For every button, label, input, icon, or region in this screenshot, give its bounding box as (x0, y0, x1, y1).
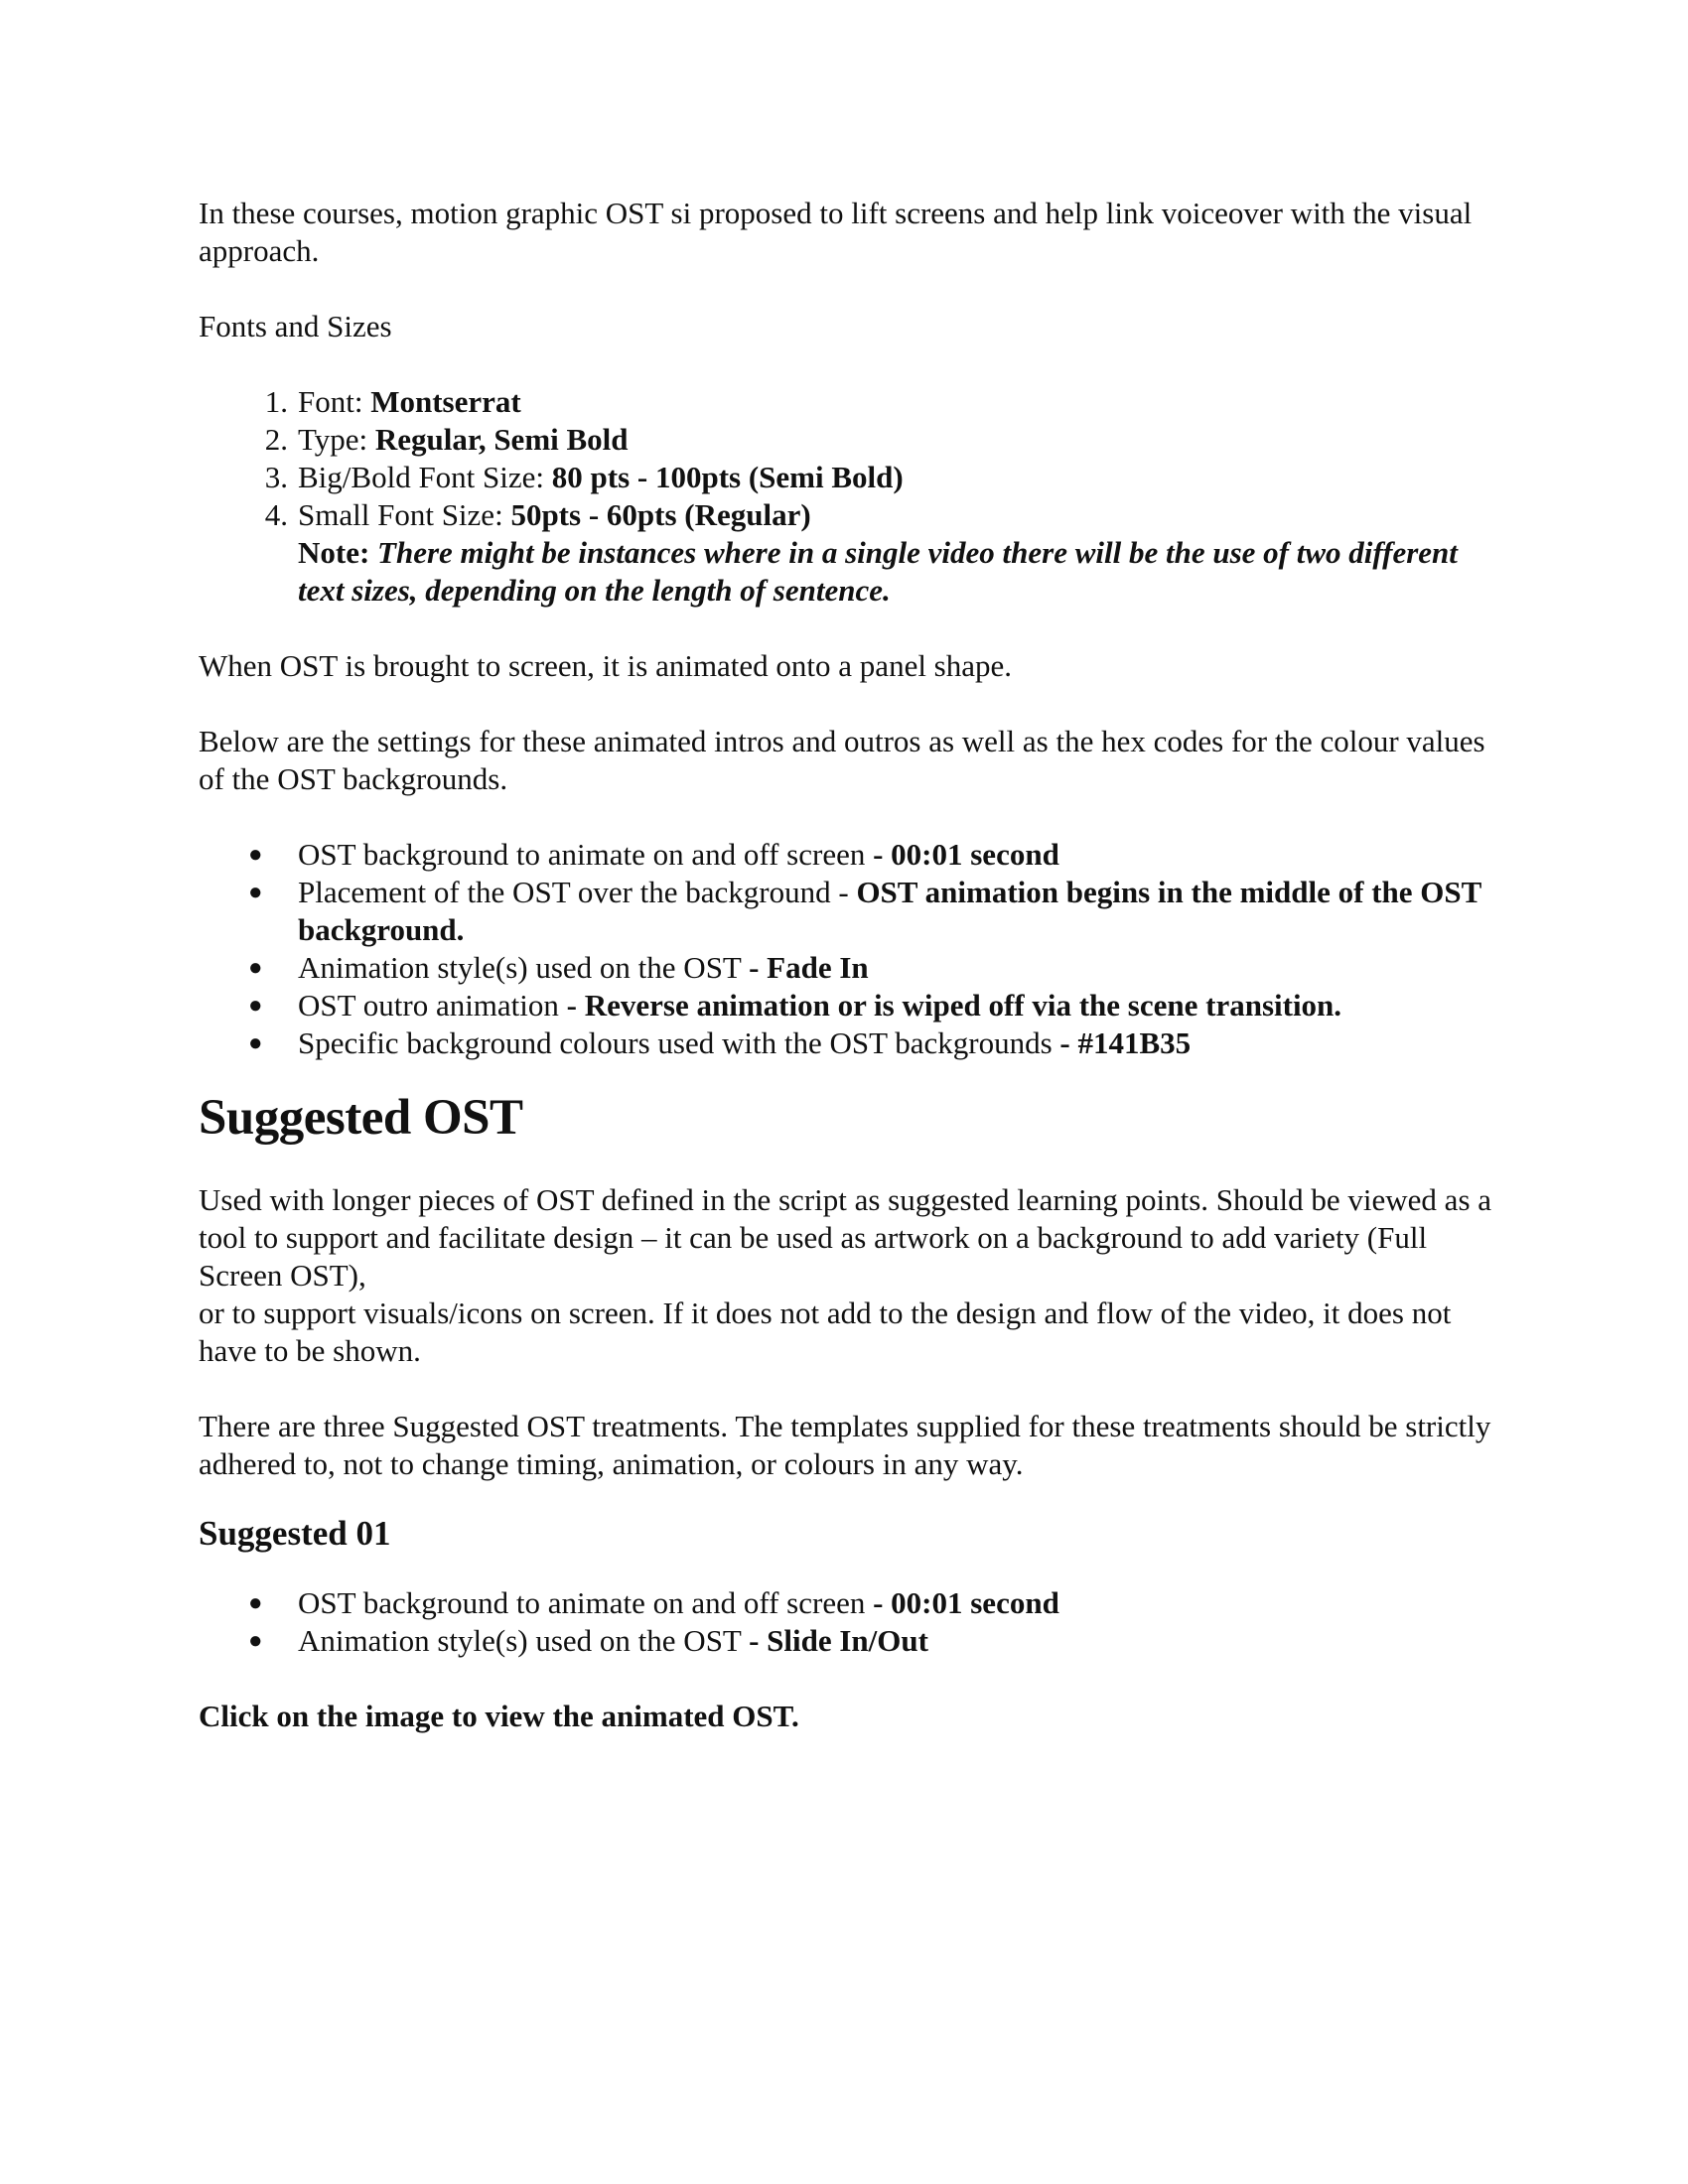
settings-list-item (199, 874, 1509, 949)
fonts-list-item (199, 421, 1509, 459)
suggested-paragraph-2: There are three Suggested OST treatments. The templates supplied for these treatments should be strictly adhered to, not to change timing, animation, or colours in any way. (199, 1409, 1491, 1481)
item-label: Font: (298, 384, 371, 419)
click-instruction-text: Click on the image to view the animated OST. (199, 1699, 799, 1733)
suggested-01-list (199, 1584, 1509, 1660)
note-text: There might be instances where in a single video there will be the use of two different text sizes, depending on the length of sentence. (298, 535, 1458, 608)
settings-list-item (199, 836, 1509, 874)
item-label: Small Font Size: (298, 497, 511, 532)
bullet-icon: ● (248, 1590, 263, 1616)
suggested-paragraph-1b: or to support visuals/icons on screen. If it does not add to the design and flow of the video, it does not have to be shown. (199, 1296, 1452, 1368)
item-value: - 00:01 second (873, 837, 1059, 872)
item-label: Type: (298, 422, 375, 457)
item-value: - 00:01 second (873, 1585, 1059, 1620)
item-label: OST background to animate on and off screen (298, 1585, 874, 1620)
suggested-01-list-item (199, 1622, 1509, 1660)
fonts-heading: Fonts and Sizes (199, 309, 392, 343)
fonts-list-item (199, 496, 1509, 610)
bullet-icon: ● (248, 955, 263, 981)
item-value: 50pts - 60pts (Regular) (510, 497, 811, 532)
item-value: - Reverse animation or is wiped off via the scene transition. (566, 988, 1342, 1023)
fonts-list-item (199, 459, 1509, 496)
item-label: Animation style(s) used on the OST (298, 950, 750, 985)
document-page (199, 195, 1509, 1735)
item-label: Big/Bold Font Size: (298, 460, 552, 494)
list-number: 2. (264, 422, 288, 457)
item-label: OST background to animate on and off screen (298, 837, 874, 872)
settings-intro-paragraph: Below are the settings for these animated intros and outros as well as the hex codes for the colour values of the OST backgrounds. (199, 724, 1485, 796)
suggested-01-list-item (199, 1584, 1509, 1622)
note-label: Note: (298, 535, 378, 570)
bullet-icon: ● (248, 1628, 263, 1654)
item-label: OST outro animation (298, 988, 567, 1023)
suggested-ost-heading: Suggested OST (199, 1090, 523, 1146)
item-value: - Slide In/Out (749, 1623, 928, 1658)
list-number: 1. (264, 384, 288, 419)
fonts-list (199, 383, 1509, 610)
list-number: 4. (264, 497, 288, 532)
item-value: OST animation begins in the middle of the OST background. (298, 875, 1481, 947)
item-label: Placement of the OST over the background - (298, 875, 857, 909)
item-label: Specific background colours used with the OST backgrounds (298, 1025, 1060, 1060)
item-value: - #141B35 (1059, 1025, 1192, 1060)
bullet-icon: ● (248, 993, 263, 1019)
settings-list-item (199, 949, 1509, 987)
settings-list-item (199, 1024, 1509, 1062)
intro-paragraph: In these courses, motion graphic OST si proposed to lift screens and help link voiceover with the visual approach. (199, 196, 1473, 268)
settings-list-item (199, 987, 1509, 1024)
bullet-icon: ● (248, 1030, 263, 1056)
item-value: - Fade In (749, 950, 869, 985)
item-value: 80 pts - 100pts (Semi Bold) (551, 460, 904, 494)
bullet-icon: ● (248, 880, 263, 905)
bullet-icon: ● (248, 842, 263, 868)
suggested-paragraph-1a: Used with longer pieces of OST defined in the script as suggested learning points. Should be viewed as a tool to support and facilitate design – it can be used as artwork on a background to add variety (Full Screen OST), (199, 1182, 1492, 1293)
settings-list (199, 836, 1509, 1062)
panel-paragraph: When OST is brought to screen, it is animated onto a panel shape. (199, 648, 1013, 683)
item-value: Montserrat (370, 384, 521, 419)
click-instruction (199, 1698, 1509, 1735)
list-number: 3. (264, 460, 288, 494)
suggested-01-heading: Suggested 01 (199, 1514, 391, 1553)
fonts-list-item (199, 383, 1509, 421)
item-value: Regular, Semi Bold (374, 422, 629, 457)
item-label: Animation style(s) used on the OST (298, 1623, 750, 1658)
